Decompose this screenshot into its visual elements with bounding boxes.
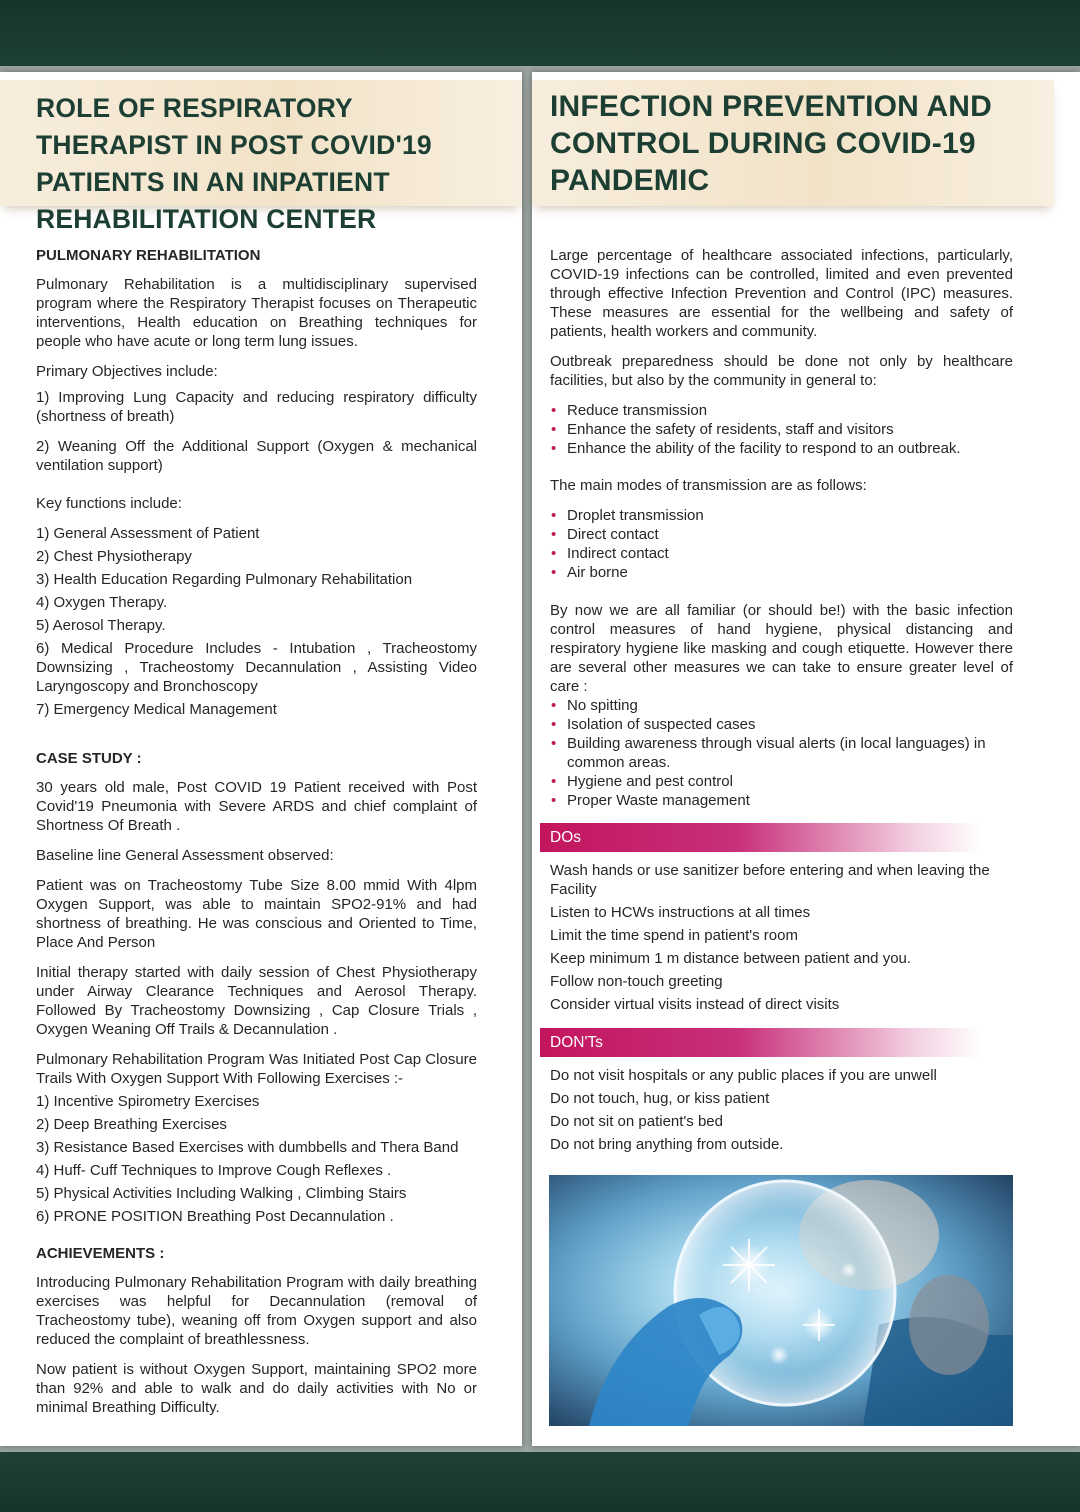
list-item: 7) Emergency Medical Management — [36, 701, 277, 718]
objective-1: 1) Improving Lung Capacity and reducing respiratory difficulty (shortness of breath) — [36, 389, 477, 425]
objective-2: 2) Weaning Off the Additional Support (Oxygen & mechanical ventilation support) — [36, 438, 477, 474]
right-title-banner — [532, 80, 1054, 206]
list-item: • Enhance the safety of residents, staff and visitors — [550, 420, 1013, 439]
list-item: • No spitting — [550, 696, 1013, 715]
list-item: Do not visit hospitals or any public places if you are unwell — [550, 1067, 937, 1084]
petri-dish-photo — [549, 1175, 1013, 1426]
list-item: • Isolation of suspected cases — [550, 715, 1013, 734]
list-item: • Hygiene and pest control — [550, 772, 1013, 791]
functions-intro: Key functions include: — [36, 495, 182, 512]
list-item: 2) Deep Breathing Exercises — [36, 1116, 227, 1133]
list-item: • Air borne — [550, 563, 1013, 582]
list-item: 1) Incentive Spirometry Exercises — [36, 1093, 260, 1110]
achievement-2: Now patient is without Oxygen Support, maintaining SPO2 more than 92% and able to walk and do daily activities with No or minimal Breathing Difficulty. — [36, 1361, 477, 1416]
case-study-heading: CASE STUDY : — [36, 750, 142, 767]
modes-intro: The main modes of transmission are as follows: — [550, 477, 867, 494]
top-bar — [0, 0, 1080, 68]
measures-intro: By now we are all familiar (or should be!) with the basic infection control measures of hand hygiene, physical distancing and respiratory hygiene like masking and cough etiquette. However there are several other measures we can take to ensure greater level of care : — [550, 602, 1013, 695]
list-item: 5) Physical Activities Including Walking , Climbing Stairs — [36, 1185, 407, 1202]
list-item: 2) Chest Physiotherapy — [36, 548, 192, 565]
list-item: Do not touch, hug, or kiss patient — [550, 1090, 770, 1107]
left-body — [36, 246, 477, 1428]
pulmonary-rehab-heading: PULMONARY REHABILITATION — [36, 247, 261, 264]
key-functions-list — [36, 524, 477, 719]
list-item: 6) Medical Procedure Includes - Intubation , Tracheostomy Downsizing , Tracheostomy Decannulation , Assisting Video Laryngoscopy and Bronchoscopy — [36, 640, 477, 695]
list-item: • Enhance the ability of the facility to respond to an outbreak. — [550, 439, 1013, 458]
objectives-intro: Primary Objectives include: — [36, 363, 218, 380]
exercises-list — [36, 1092, 477, 1226]
list-item: 4) Oxygen Therapy. — [36, 594, 168, 611]
list-item: 1) General Assessment of Patient — [36, 525, 260, 542]
list-item: • Indirect contact — [550, 544, 1013, 563]
initial-therapy: Initial therapy started with daily session of Chest Physiotherapy under Airway Clearance Techniques and Aerosol Therapy. Followed By Tracheostomy Downsizing , Cap Closure Trials , Oxygen Weaning Off Trails & Decannulation . — [36, 964, 477, 1038]
pulmonary-rehab-intro: Pulmonary Rehabilitation is a multidisciplinary supervised program where the Respiratory Therapist focuses on Therapeutic interventions, Health education on Breathing techniques for people who have acute or long term lung issues. — [36, 276, 477, 350]
baseline-text: Baseline line General Assessment observed: — [36, 847, 334, 864]
measures-list — [550, 696, 1013, 810]
list-item: Keep minimum 1 m distance between patient and you. — [550, 950, 912, 967]
petri-dish-illustration — [549, 1175, 1013, 1426]
right-body — [550, 246, 1013, 1158]
list-item: Consider virtual visits instead of direct visits — [550, 996, 840, 1013]
list-item: • Direct contact — [550, 525, 1013, 544]
achievement-1: Introducing Pulmonary Rehabilitation Program with daily breathing exercises was helpful for Decannulation (removal of Tracheostomy tube), weaning off from Oxygen support and also reduced the complaint of breathlessness. — [36, 1274, 477, 1348]
list-item: 4) Huff- Cuff Techniques to Improve Cough Reflexes . — [36, 1162, 392, 1179]
list-item: 6) PRONE POSITION Breathing Post Decannulation . — [36, 1208, 394, 1225]
transmission-modes-list — [550, 506, 1013, 582]
list-item: • Building awareness through visual alerts (in local languages) in common areas. — [550, 734, 1013, 772]
dos-header: DOs — [540, 823, 980, 852]
dos-list — [550, 861, 1013, 1014]
program-intro: Pulmonary Rehabilitation Program Was Initiated Post Cap Closure Trails With Oxygen Support With Following Exercises :- — [36, 1051, 477, 1087]
list-item: 3) Health Education Regarding Pulmonary Rehabilitation — [36, 571, 413, 588]
bottom-bar — [0, 1452, 1080, 1512]
list-item: • Reduce transmission — [550, 401, 1013, 420]
left-title-banner — [0, 80, 522, 234]
right-title: INFECTION PREVENTION AND CONTROL DURING COVID-19 PANDEMIC — [550, 90, 993, 197]
list-item: Follow non-touch greeting — [550, 973, 723, 990]
achievements-heading: ACHIEVEMENTS : — [36, 1245, 165, 1262]
ipc-intro: Large percentage of healthcare associated infections, particularly, COVID-19 infections can be controlled, limited and even prevented through effective Infection Prevention and Control (IPC) measures. These measures are essential for the wellbeing and safety of patients, health workers and community. — [550, 247, 1013, 340]
donts-list — [550, 1066, 1013, 1154]
case-intro: 30 years old male, Post COVID 19 Patient received with Post Covid'19 Pneumonia with Severe ARDS and chief complaint of Shortness Of Breath . — [36, 779, 477, 834]
list-item: Limit the time spend in patient's room — [550, 927, 798, 944]
list-item: 3) Resistance Based Exercises with dumbbells and Thera Band — [36, 1139, 459, 1156]
list-item: 5) Aerosol Therapy. — [36, 617, 166, 634]
outbreak-list — [550, 401, 1013, 458]
outbreak-text: Outbreak preparedness should be done not only by healthcare facilities, but also by the community in general to: — [550, 353, 1013, 389]
list-item: Wash hands or use sanitizer before entering and when leaving the Facility — [550, 862, 990, 898]
list-item: Do not sit on patient's bed — [550, 1113, 723, 1130]
left-column — [0, 72, 522, 1446]
list-item: Listen to HCWs instructions at all times — [550, 904, 811, 921]
left-title: ROLE OF RESPIRATORY THERAPIST IN POST COVID'19 PATIENTS IN AN INPATIENT REHABILITATION CENTER — [36, 93, 432, 234]
right-column — [532, 72, 1080, 1446]
list-item: • Droplet transmission — [550, 506, 1013, 525]
list-item: • Proper Waste management — [550, 791, 1013, 810]
patient-status: Patient was on Tracheostomy Tube Size 8.00 mmid With 4lpm Oxygen Support, was able to maintain SPO2-91% and had shortness of breathing. He was conscious and Oriented to Time, Place And Person — [36, 877, 477, 951]
donts-header: DON'Ts — [540, 1028, 980, 1057]
list-item: Do not bring anything from outside. — [550, 1136, 784, 1153]
